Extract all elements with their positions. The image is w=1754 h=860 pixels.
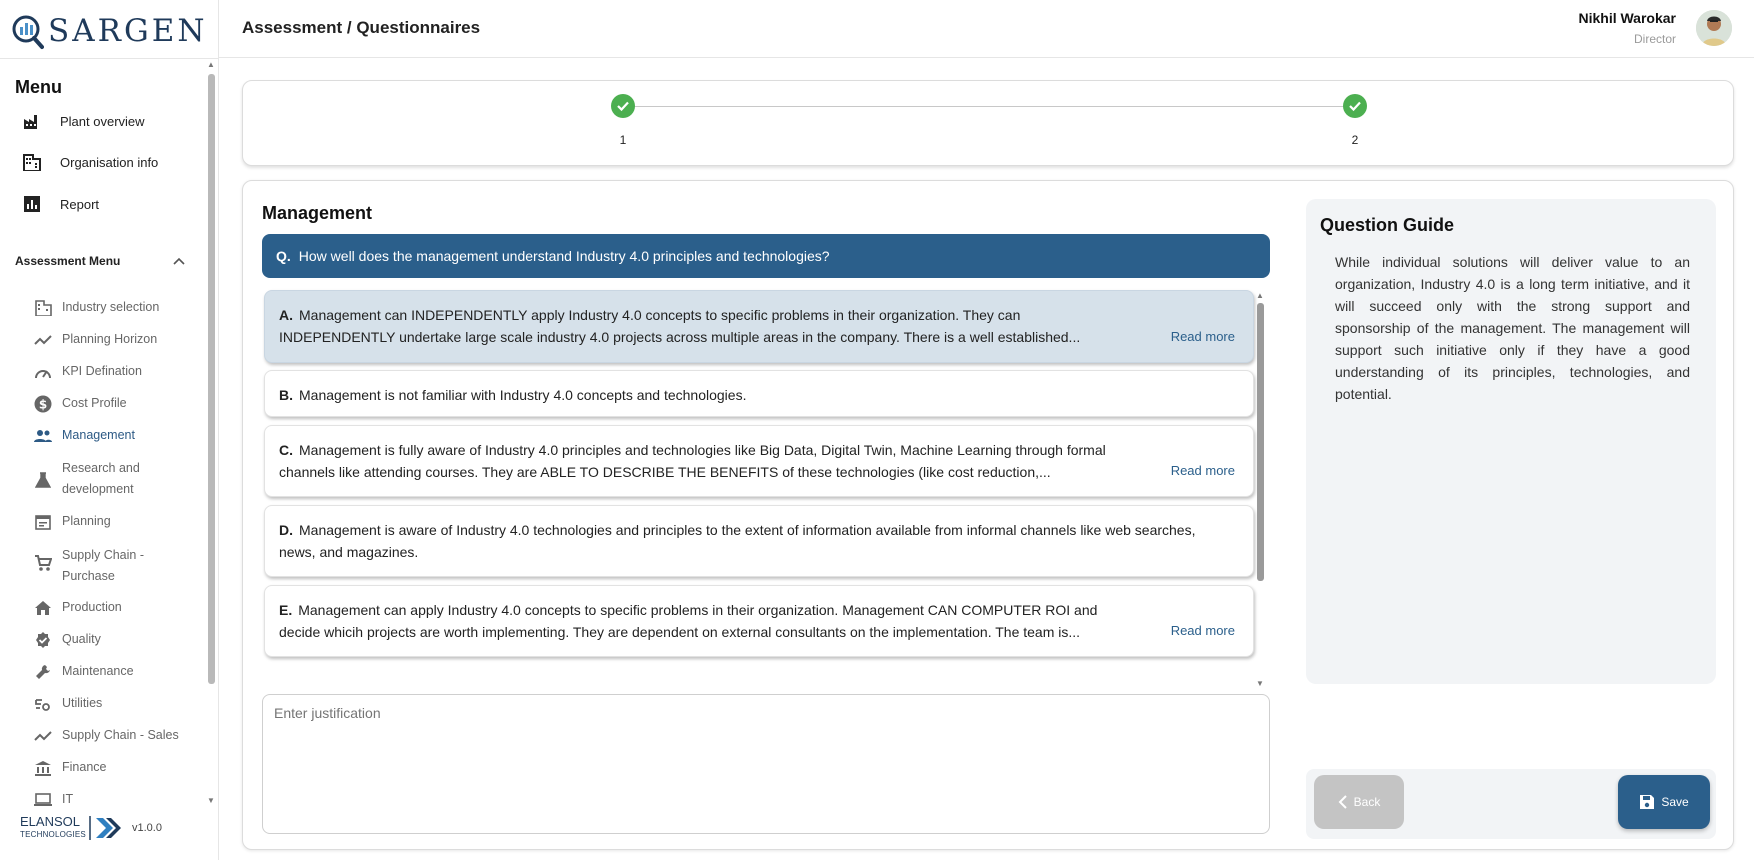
question-prefix: Q. bbox=[276, 248, 291, 264]
factory-icon bbox=[22, 111, 42, 131]
chevron-left-icon bbox=[1338, 795, 1348, 809]
sidebar-item-label: Supply Chain - Sales bbox=[62, 728, 179, 742]
dollar-icon bbox=[33, 394, 53, 414]
guide-text: While individual solutions will deliver value to an organization, Industry 4.0 is a long term initiative, and it will succeed only with the strong support and sponsorship of the management. The management will support such initiative only if they have a good understanding of its principles, technologies, and potential. bbox=[1335, 254, 1690, 402]
stepper-connector bbox=[633, 106, 1355, 107]
guide-title: Question Guide bbox=[1320, 215, 1455, 235]
badge-check-icon bbox=[33, 630, 53, 650]
option-letter: B. bbox=[279, 387, 293, 403]
question-banner bbox=[262, 234, 1270, 278]
sidebar-item-report[interactable] bbox=[22, 192, 99, 216]
trend-icon bbox=[33, 330, 53, 350]
flask-icon bbox=[33, 470, 53, 490]
sidebar-item-label: Utilities bbox=[62, 696, 103, 710]
option-line: news, and magazines. bbox=[279, 544, 419, 560]
option-text bbox=[279, 439, 1149, 483]
options-scrollbar-thumb[interactable] bbox=[1257, 303, 1264, 581]
options-scroll-down-icon[interactable]: ▼ bbox=[1256, 679, 1264, 688]
sidebar-item-label: Management bbox=[62, 428, 135, 442]
building-icon bbox=[22, 152, 42, 172]
user-avatar-icon bbox=[1696, 10, 1732, 46]
floppy-disk-icon bbox=[1639, 794, 1655, 810]
speedometer-icon bbox=[33, 362, 53, 382]
option-e[interactable] bbox=[264, 585, 1254, 657]
sidebar-scrollbar-thumb[interactable] bbox=[208, 74, 215, 684]
sidebar-item-it[interactable] bbox=[33, 789, 73, 810]
sidebar-item-planning[interactable] bbox=[33, 511, 111, 532]
option-text bbox=[279, 599, 1149, 643]
option-d[interactable] bbox=[264, 505, 1254, 577]
read-more-link[interactable]: Read more bbox=[1170, 623, 1235, 638]
back-button[interactable] bbox=[1314, 775, 1404, 829]
utilities-icon bbox=[33, 694, 53, 714]
user-role: Director bbox=[1633, 32, 1676, 46]
questionnaire-card bbox=[242, 180, 1734, 850]
breadcrumb: Assessment / Questionnaires bbox=[242, 18, 481, 37]
question-guide-panel bbox=[1306, 199, 1716, 684]
cart-icon bbox=[33, 553, 53, 573]
option-letter: C. bbox=[279, 442, 293, 458]
sidebar-item-label: Report bbox=[60, 196, 100, 212]
check-icon bbox=[616, 100, 630, 112]
option-letter: D. bbox=[279, 522, 293, 538]
question-text: How well does the management understand Industry 4.0 principles and technologies? bbox=[298, 248, 830, 264]
elansol-name: ELANSOL bbox=[20, 814, 80, 829]
elansol-brand bbox=[20, 815, 86, 841]
wrench-icon bbox=[33, 662, 53, 682]
sidebar-item-label: Plant overview bbox=[60, 113, 145, 129]
sidebar-item-management[interactable] bbox=[33, 425, 135, 446]
sidebar-item-planning-horizon[interactable] bbox=[33, 329, 157, 350]
sidebar-item-label-block bbox=[62, 458, 140, 500]
option-line: channels like attending courses. They are ABLE TO DESCRIBE THE BENEFITS of these technologies (like cost reduction,... bbox=[279, 464, 1051, 480]
sidebar-item-utilities[interactable] bbox=[33, 693, 102, 714]
option-line: Management can INDEPENDENTLY apply Industry 4.0 concepts to specific problems in their organization. They can bbox=[299, 307, 1021, 323]
chevron-up-icon bbox=[173, 254, 185, 268]
menu-title: Menu bbox=[15, 77, 62, 97]
calendar-icon bbox=[33, 512, 53, 532]
option-line: decide whicih projects are worth implementing. They are dependent on external consultants on the implementation. The team is... bbox=[279, 624, 1081, 640]
sidebar-item-label: Maintenance bbox=[62, 664, 134, 678]
bar-chart-icon bbox=[22, 194, 42, 214]
justification-input[interactable] bbox=[262, 694, 1270, 834]
sidebar-item-maintenance[interactable] bbox=[33, 661, 134, 682]
sidebar-item-label: Purchase bbox=[62, 569, 115, 583]
save-button-label: Save bbox=[1661, 795, 1689, 809]
sidebar-item-label: Research and bbox=[62, 461, 140, 475]
sidebar-item-label: Planning Horizon bbox=[62, 332, 158, 346]
user-name[interactable]: Nikhil Warokar bbox=[1578, 10, 1676, 26]
option-letter: A. bbox=[279, 307, 293, 323]
sidebar-item-supply-chain-sales[interactable] bbox=[33, 725, 179, 746]
sidebar-item-label: Quality bbox=[62, 632, 101, 646]
option-line: Management is not familiar with Industry 4.0 concepts and technologies. bbox=[299, 387, 747, 403]
option-letter: E. bbox=[279, 602, 293, 618]
option-text bbox=[279, 304, 1149, 348]
options-scroll-up-icon[interactable]: ▲ bbox=[1256, 291, 1264, 300]
scroll-down-arrow-icon[interactable]: ▼ bbox=[207, 796, 215, 805]
assessment-menu-title: Assessment Menu bbox=[15, 254, 121, 268]
option-a[interactable] bbox=[264, 290, 1254, 363]
sidebar-item-supply-chain-purchase[interactable] bbox=[33, 545, 144, 587]
sidebar-divider bbox=[0, 58, 219, 59]
option-line: INDEPENDENTLY undertake large scale industry 4.0 projects across multiple areas in the company. There is a well established... bbox=[279, 329, 1081, 345]
back-button-label: Back bbox=[1353, 795, 1381, 809]
sidebar-item-label: Planning bbox=[62, 514, 111, 528]
sidebar-item-plant-overview[interactable] bbox=[22, 109, 145, 133]
sidebar-item-finance[interactable] bbox=[33, 757, 106, 778]
option-text bbox=[279, 384, 1239, 406]
brand-logo[interactable] bbox=[10, 8, 210, 54]
sidebar-item-label: Industry selection bbox=[62, 300, 160, 314]
action-bar bbox=[1306, 769, 1716, 839]
assessment-menu-toggle[interactable] bbox=[15, 254, 185, 268]
option-c[interactable] bbox=[264, 425, 1254, 497]
trend-icon bbox=[33, 726, 53, 746]
sidebar-item-research-and-development[interactable] bbox=[33, 458, 140, 500]
sidebar-item-label-block bbox=[62, 545, 144, 587]
sidebar-item-industry-selection[interactable] bbox=[33, 297, 159, 318]
bank-icon bbox=[33, 758, 53, 778]
elansol-subtitle: TECHNOLOGIES bbox=[20, 830, 86, 839]
option-text bbox=[279, 519, 1254, 563]
step-2-label: 2 bbox=[1351, 133, 1359, 147]
option-b[interactable] bbox=[264, 370, 1254, 417]
read-more-link[interactable]: Read more bbox=[1170, 463, 1235, 478]
sidebar-item-cost-profile[interactable] bbox=[33, 393, 127, 414]
sidebar-item-label: Finance bbox=[62, 760, 107, 774]
answer-options-list bbox=[262, 287, 1262, 687]
sidebar-item-quality[interactable] bbox=[33, 629, 101, 650]
sidebar-item-label: IT bbox=[62, 792, 74, 806]
read-more-link[interactable]: Read more bbox=[1170, 329, 1235, 344]
brand-name: SARGEN bbox=[48, 13, 208, 49]
sidebar-item-production[interactable] bbox=[33, 597, 122, 618]
option-line: Management can apply Industry 4.0 concepts to specific problems in their organization. Management CAN COMPUTER ROI and bbox=[298, 602, 1098, 618]
sidebar-item-label: Organisation info bbox=[60, 154, 159, 170]
sargen-logo-icon bbox=[10, 12, 44, 50]
option-line: Management is aware of Industry 4.0 technologies and principles to the extent of information available from informal channels like web searches, bbox=[299, 522, 1196, 538]
sidebar-item-organisation-info[interactable] bbox=[22, 150, 158, 174]
option-line: Management is fully aware of Industry 4.0 principles and technologies like Big Data, Digital Twin, Machine Learning through formal bbox=[299, 442, 1106, 458]
sidebar-item-kpi-defination[interactable] bbox=[33, 361, 142, 382]
sidebar-item-label: development bbox=[62, 482, 134, 496]
sidebar-item-label: Supply Chain - bbox=[62, 548, 144, 562]
elansol-mark-icon bbox=[88, 814, 122, 842]
sidebar-item-label: KPI Defination bbox=[62, 364, 142, 378]
svg-text:$: $ bbox=[38, 397, 48, 412]
top-header bbox=[219, 0, 1754, 58]
save-button[interactable] bbox=[1618, 775, 1710, 829]
laptop-icon bbox=[33, 790, 53, 810]
step-2-indicator[interactable] bbox=[1343, 94, 1367, 118]
home-icon bbox=[33, 598, 53, 618]
progress-stepper bbox=[242, 80, 1734, 166]
sidebar-item-label: Production bbox=[62, 600, 122, 614]
elansol-logo bbox=[20, 814, 122, 842]
step-1-indicator[interactable] bbox=[611, 94, 635, 118]
scroll-up-arrow-icon[interactable]: ▲ bbox=[207, 60, 215, 69]
step-1-label: 1 bbox=[619, 133, 627, 147]
section-title: Management bbox=[262, 203, 373, 223]
sidebar-item-label: Cost Profile bbox=[62, 396, 127, 410]
people-icon bbox=[33, 426, 53, 446]
avatar[interactable] bbox=[1696, 10, 1732, 46]
building-icon bbox=[33, 298, 53, 318]
check-icon bbox=[1348, 100, 1362, 112]
app-version: v1.0.0 bbox=[132, 822, 162, 834]
sidebar bbox=[0, 0, 219, 860]
